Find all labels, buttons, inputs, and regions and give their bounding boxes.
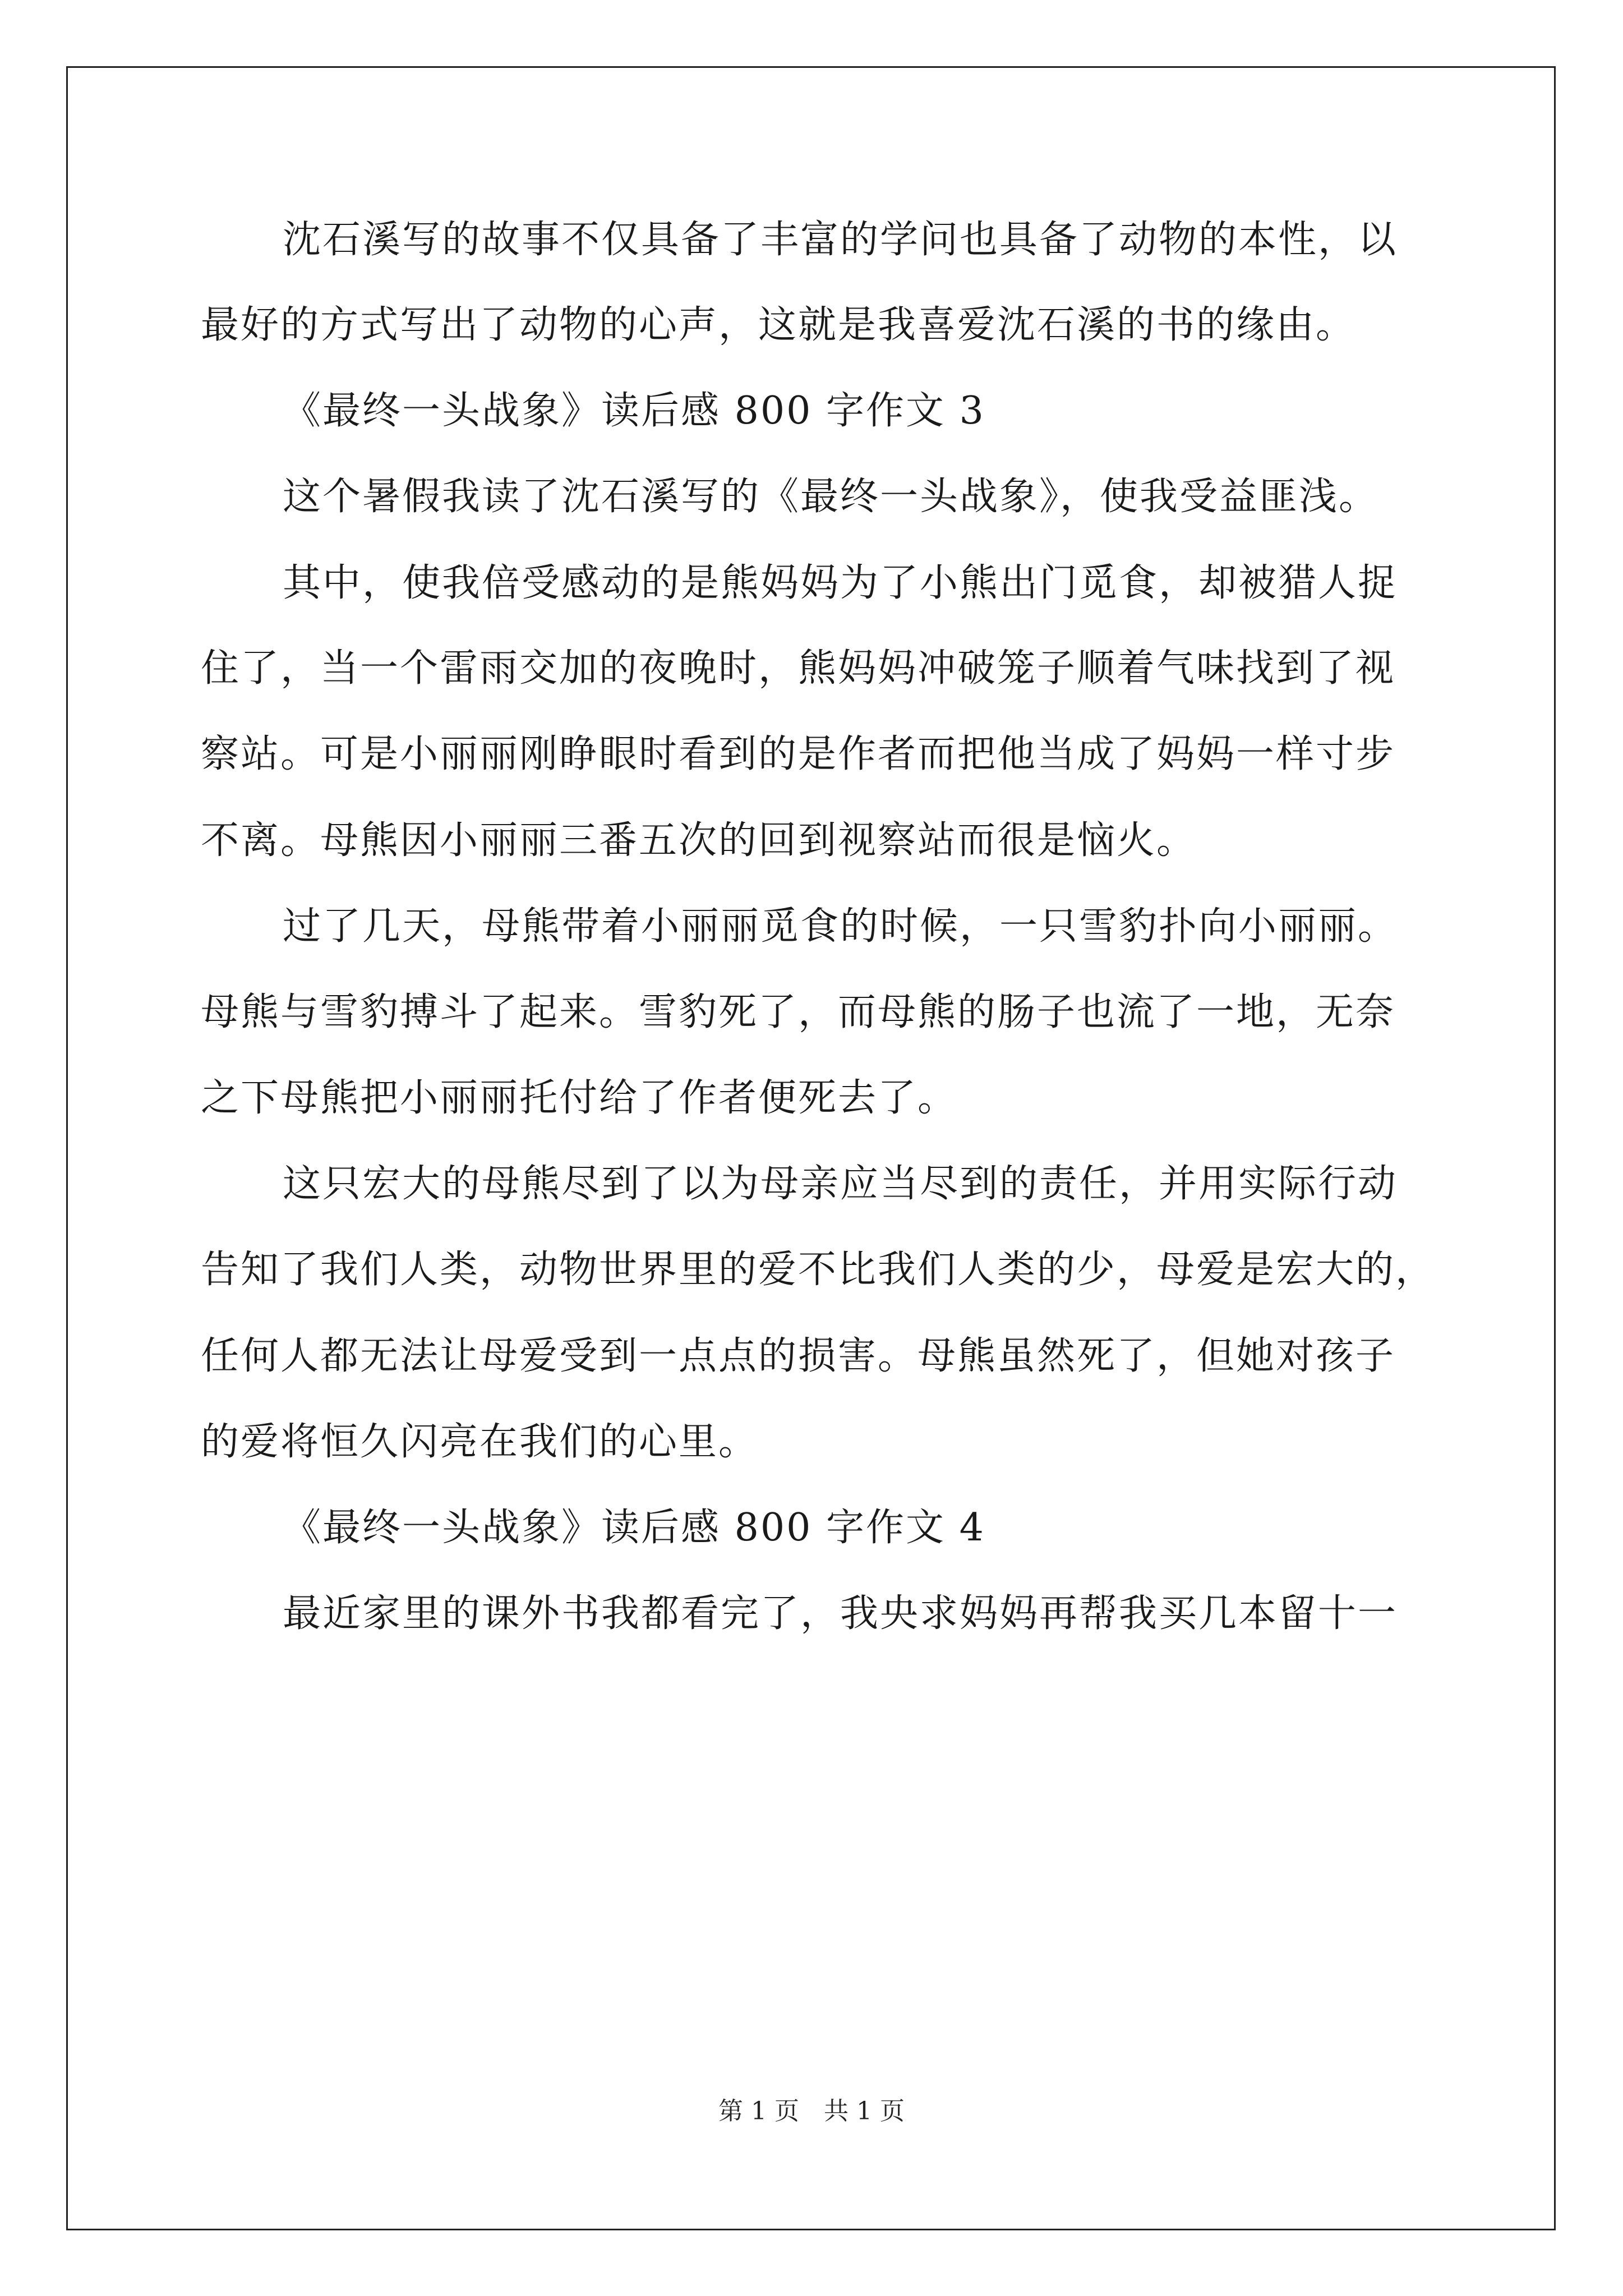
section-heading: 《最终一头战象》读后感 800 字作文 4 — [283, 1506, 985, 1550]
paragraph-line: 沈石溪写的故事不仅具备了丰富的学问也具备了动物的本性，以 — [283, 218, 1398, 262]
paragraph-line: 其中，使我倍受感动的是熊妈妈为了小熊出门觅食，却被猎人捉 — [283, 561, 1398, 605]
paragraph-line: 过了几天，母熊带着小丽丽觅食的时候，一只雪豹扑向小丽丽。 — [283, 904, 1398, 949]
paragraph-line: 这只宏大的母熊尽到了以为母亲应当尽到的责任，并用实际行动 — [283, 1162, 1398, 1206]
paragraph-line: 母熊与雪豹搏斗了起来。雪豹死了，而母熊的肠子也流了一地，无奈 — [201, 990, 1396, 1034]
paragraph-line: 住了，当一个雷雨交加的夜晚时，熊妈妈冲破笼子顺着气味找到了视 — [201, 646, 1396, 691]
section-heading: 《最终一头战象》读后感 800 字作文 3 — [283, 389, 985, 433]
page-number-footer: 第 1 页 共 1 页 — [718, 2097, 905, 2125]
paragraph-line: 任何人都无法让母爱受到一点点的损害。母熊虽然死了，但她对孩子 — [201, 1334, 1396, 1378]
paragraph-line: 告知了我们人类，动物世界里的爱不比我们人类的少，母爱是宏大的， — [201, 1248, 1436, 1292]
paragraph-line: 这个暑假我读了沈石溪写的《最终一头战象》，使我受益匪浅。 — [283, 475, 1379, 519]
paragraph-line: 不离。母熊因小丽丽三番五次的回到视察站而很是恼火。 — [201, 818, 1197, 863]
paragraph-line: 的爱将恒久闪亮在我们的心里。 — [201, 1420, 759, 1464]
paragraph-line: 最好的方式写出了动物的心声，这就是我喜爱沈石溪的书的缘由。 — [201, 303, 1356, 347]
paragraph-line: 最近家里的课外书我都看完了，我央求妈妈再帮我买几本留十一 — [283, 1591, 1398, 1636]
paragraph-line: 之下母熊把小丽丽托付给了作者便死去了。 — [201, 1076, 958, 1120]
paragraph-line: 察站。可是小丽丽刚睁眼时看到的是作者而把他当成了妈妈一样寸步 — [201, 732, 1396, 776]
